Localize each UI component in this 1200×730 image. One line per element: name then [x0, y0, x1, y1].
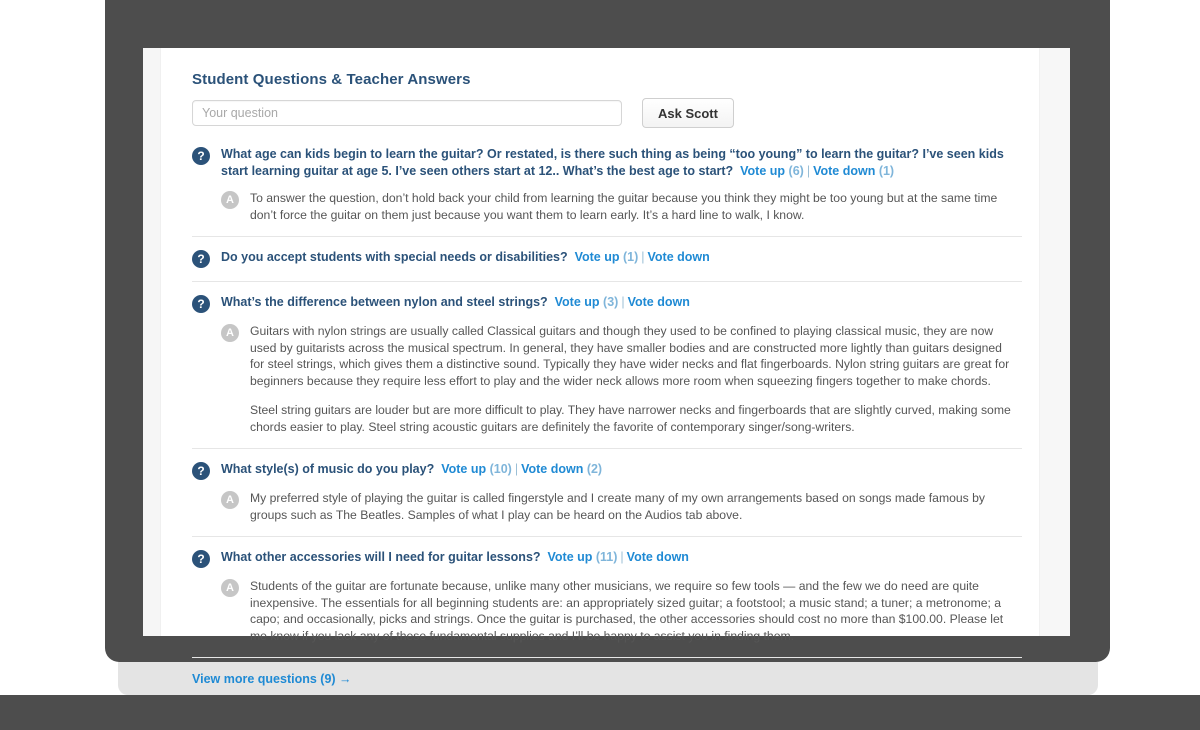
- vote-down-link[interactable]: Vote down: [626, 550, 689, 564]
- browser-viewport: [143, 48, 1070, 686]
- vote-separator: |: [806, 164, 811, 178]
- question-row: [192, 549, 1022, 568]
- question-mark-icon: ?: [192, 462, 210, 480]
- question-mark-icon: ?: [192, 250, 210, 268]
- page-left-gutter: [143, 48, 161, 636]
- vote-separator: |: [620, 550, 624, 564]
- question-mark-icon: ?: [192, 295, 210, 313]
- ask-question-form: [192, 100, 1022, 130]
- vote-controls: [541, 550, 689, 564]
- vote-up-link[interactable]: Vote up: [740, 164, 786, 178]
- question-text: [221, 461, 602, 478]
- question-row: [192, 461, 1022, 480]
- answer-body: [250, 490, 1018, 523]
- qa-section: [192, 48, 1022, 686]
- vote-down-link[interactable]: Vote down: [813, 164, 876, 178]
- question-body: Do you accept students with special needs or disabilities?: [221, 250, 568, 264]
- vote-up-count: (3): [603, 295, 619, 309]
- question-body: What age can kids begin to learn the guitar? Or restated, is there such thing as being “too young” to learn the guitar? I’ve seen kids start learning guitar at age 5. I’ve seen others start at 12.. What’s the best age to start?: [221, 147, 1004, 178]
- vote-separator: |: [514, 462, 519, 476]
- vote-up-link[interactable]: Vote up: [547, 550, 593, 564]
- vote-up-link[interactable]: Vote up: [554, 295, 600, 309]
- background-band: [0, 695, 1200, 730]
- vote-down-link[interactable]: Vote down: [521, 462, 584, 476]
- question-mark-icon: ?: [192, 147, 210, 165]
- ask-scott-button[interactable]: Ask Scott: [642, 98, 734, 128]
- vote-up-link[interactable]: Vote up: [441, 462, 487, 476]
- question-row: [192, 146, 1022, 180]
- vote-down-link[interactable]: Vote down: [627, 295, 690, 309]
- view-more-questions-link[interactable]: View more questions (9) →: [192, 672, 352, 686]
- question-mark-icon: ?: [192, 550, 210, 568]
- vote-up-link[interactable]: Vote up: [574, 250, 620, 264]
- vote-up-count: (11): [595, 550, 618, 564]
- questions-list: [192, 146, 1022, 658]
- answer-body: [250, 578, 1018, 644]
- qa-item: [192, 249, 1022, 282]
- page-title: Student Questions & Teacher Answers: [192, 71, 471, 88]
- answer-row: [221, 323, 1022, 435]
- question-text: [221, 294, 690, 311]
- question-body: What’s the difference between nylon and steel strings?: [221, 295, 548, 309]
- answer-body: [250, 190, 1018, 223]
- vote-controls: [568, 250, 710, 264]
- qa-item: [192, 294, 1022, 449]
- question-body: What style(s) of music do you play?: [221, 462, 435, 476]
- question-body: What other accessories will I need for guitar lessons?: [221, 550, 541, 564]
- vote-separator: |: [621, 295, 625, 309]
- answer-paragraph: To answer the question, don’t hold back your child from learning the guitar because you think they might be too young but at the same time don’t force the guitar on them just because you want them to learn early. It’s a hard line to walk, I know.: [250, 191, 998, 222]
- vote-down-link[interactable]: Vote down: [647, 250, 710, 264]
- answer-row: [221, 490, 1022, 523]
- vote-down-count: (1): [878, 164, 895, 178]
- answer-paragraph: Steel string guitars are louder but are more difficult to play. They have narrower necks and fingerboards that are slightly curved, making some chords easier to play. Steel string acoustic guitars are definitely the favorite of contemporary singer/song-writers.: [250, 403, 1011, 434]
- answer-badge-icon: A: [221, 324, 239, 342]
- answer-paragraph: Students of the guitar are fortunate because, unlike many other musicians, we require so few tools — and the few we do need are quite inexpensive. The essentials for all beginning students are: an appropriately sized guitar; a footstool; a music stand; a tuner; a metronome; a capo; and occasionally, picks and strings. Once the guitar is purchased, the other accessories should cost no more than $100.00. Please let me know if you lack any of these fundamental supplies and I’ll be happy to assist you in finding them.: [250, 579, 1004, 643]
- vote-down-count: (2): [586, 462, 603, 476]
- question-text: [221, 146, 1016, 180]
- vote-controls: [733, 164, 894, 178]
- answer-row: [221, 190, 1022, 223]
- page-right-gutter[interactable]: [1039, 48, 1070, 636]
- answer-body: [250, 323, 1018, 435]
- vote-controls: [548, 295, 690, 309]
- answer-paragraph: Guitars with nylon strings are usually called Classical guitars and though they used to be confined to playing classical music, they are now used by guitarists across the musical spectrum. In general, they have smaller bodies and are constructed more lightly than guitars designed for steel strings, which gives them a distinctive sound. Typically they have wider necks and flat fingerboards. Nylon string guitars are great for beginners because they require less effort to play and the wider neck allows more room when squeezing fingers together to make chords.: [250, 324, 1010, 388]
- question-row: [192, 294, 1022, 313]
- vote-separator: |: [641, 250, 645, 264]
- answer-row: [221, 578, 1022, 644]
- qa-item: [192, 549, 1022, 658]
- question-text: [221, 249, 710, 266]
- vote-controls: [434, 462, 602, 476]
- qa-item: [192, 146, 1022, 237]
- answer-badge-icon: A: [221, 491, 239, 509]
- question-input[interactable]: [192, 100, 622, 126]
- answer-badge-icon: A: [221, 191, 239, 209]
- qa-item: [192, 461, 1022, 537]
- vote-up-count: (6): [788, 164, 804, 178]
- vote-up-count: (1): [622, 250, 639, 264]
- answer-paragraph: My preferred style of playing the guitar is called fingerstyle and I create many of my own arrangements based on songs made famous by groups such as The Beatles. Samples of what I play can be heard on the Audios tab above.: [250, 491, 986, 522]
- answer-badge-icon: A: [221, 579, 239, 597]
- vote-up-count: (10): [489, 462, 512, 476]
- question-row: [192, 249, 1022, 268]
- question-text: [221, 549, 689, 566]
